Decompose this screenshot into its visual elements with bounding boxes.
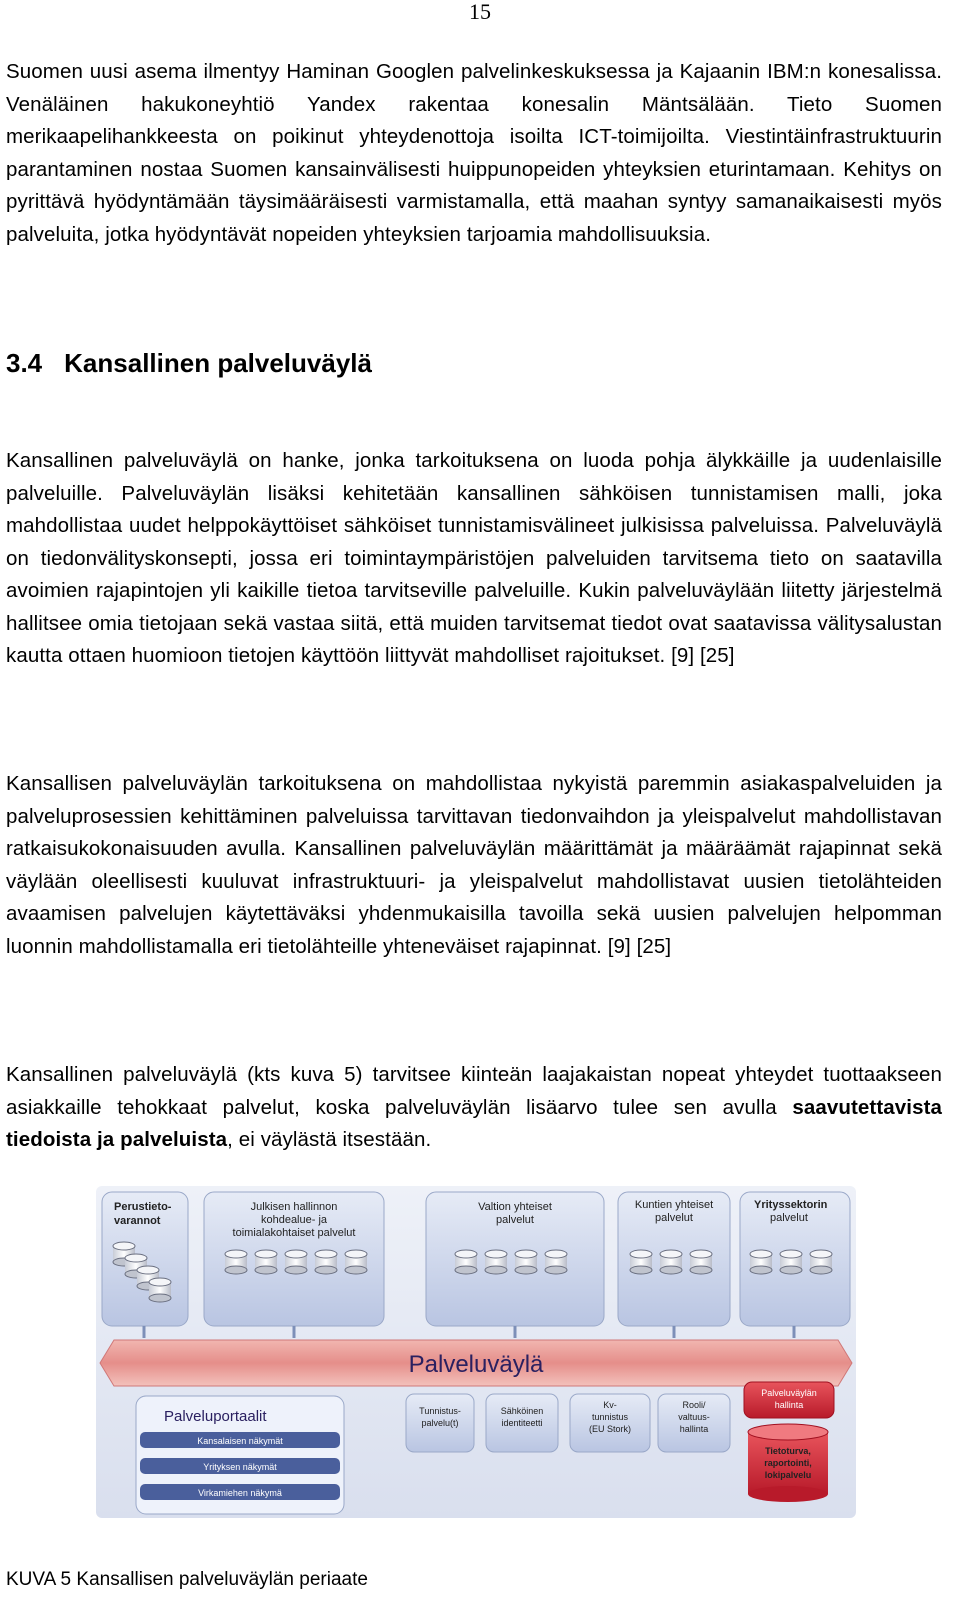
service-box-label: hallinta	[679, 1424, 709, 1434]
service-box-label: tunnistus	[591, 1412, 629, 1422]
database-cylinder-icon	[810, 1250, 832, 1274]
database-cylinder-icon	[315, 1250, 337, 1274]
portal-item: Virkamiehen näkymä	[198, 1488, 282, 1498]
database-cylinder-icon	[485, 1250, 507, 1274]
database-cylinder-icon	[149, 1278, 171, 1302]
portal-title: Palveluportaalit	[164, 1408, 267, 1425]
database-cylinder-icon	[225, 1250, 247, 1274]
paragraph-4-bold: saavutettavista tiedoista ja palveluista	[6, 1095, 942, 1151]
section-heading	[6, 348, 372, 379]
top-box-label: palvelut	[496, 1214, 534, 1226]
service-box-label: Rooli/	[682, 1400, 706, 1410]
database-cylinder-icon	[255, 1250, 277, 1274]
service-box-label: Tunnistus-	[419, 1406, 461, 1416]
service-box-label: (EU Stork)	[588, 1424, 632, 1434]
section-number: 3.4	[6, 348, 43, 378]
top-box-label: Yrityssektorin	[754, 1199, 828, 1211]
figure-caption: KUVA 5 Kansallisen palveluväylän periaate	[6, 1569, 368, 1590]
database-cylinder-icon	[455, 1250, 477, 1274]
paragraph-4	[6, 1059, 942, 1157]
service-box-sahkoinen-identiteetti	[486, 1394, 558, 1452]
top-box-label: palvelut	[770, 1212, 808, 1224]
security-label: lokipalvelu	[764, 1470, 812, 1480]
database-cylinder-icon	[515, 1250, 537, 1274]
portal-box	[136, 1396, 344, 1514]
security-label: Tietoturva,	[765, 1446, 811, 1456]
database-cylinder-icon	[630, 1250, 652, 1274]
tietoturva-cylinder	[748, 1424, 828, 1502]
service-box-label: Sähköinen	[500, 1406, 544, 1416]
service-box-label: valtuus-	[678, 1412, 710, 1422]
bus-label: Palveluväylä	[408, 1351, 544, 1378]
service-box-rooli-valtuushallinta	[658, 1394, 730, 1452]
service-box-tunnistus	[406, 1394, 474, 1452]
mgmt-label: Palveluväylän	[761, 1388, 817, 1398]
database-cylinder-icon	[345, 1250, 367, 1274]
database-cylinder-icon	[690, 1250, 712, 1274]
palveluvayla-diagram	[96, 1186, 856, 1518]
database-cylinder-icon	[545, 1250, 567, 1274]
paragraph-4-end: , ei väylästä itsestään.	[227, 1128, 432, 1151]
section-title: Kansallinen palveluväylä	[64, 348, 372, 378]
palveluvaylan-hallinta-box	[744, 1382, 834, 1418]
portal-item: Yrityksen näkymät	[203, 1462, 277, 1472]
top-box-label: Julkisen hallinnon	[250, 1201, 338, 1213]
database-cylinder-icon	[660, 1250, 682, 1274]
paragraph-2: Kansallinen palveluväylä on hanke, jonka tarkoituksena on luoda pohja älykkäille ja uudenlaisille palveluille. Palveluväylän lisäksi kehitetään kansallinen sähköisen tunnistamisen malli, joka mahdollistaa uudet helppokäyttöiset sähköiset tunnistamisvälineet julkisissa palveluissa. Palveluväylä on tiedonvälityskonsepti, jossa eri toimintaympäristöjen palveluiden tarvitsema tieto on saatavilla avoimien rajapintojen yli kaikille tietoa tarvitseville palveluille. Kukin palveluväylään liitetty järjestelmä hallitsee omia tietojaan sekä vastaa siitä, että muiden tarvitsemat tiedot ovat saatavissa välitysalustan kautta ottaen huomioon tietojen käyttöön liittyvät mahdolliset rajoitukset. [9] [25]	[6, 449, 942, 667]
page-number: 15	[469, 0, 491, 24]
top-box-label: Perustieto-	[114, 1201, 172, 1213]
database-cylinder-icon	[780, 1250, 802, 1274]
service-box-kv-tunnistus	[570, 1394, 650, 1452]
database-cylinder-icon	[750, 1250, 772, 1274]
paragraph-3: Kansallisen palveluväylän tarkoituksena on mahdollistaa nykyistä paremmin asiakaspalveluiden ja palveluprosessien kehittäminen palveluissa tarvittavan tiedonvaihdon ja yleispalvelut mahdollistavan ratkaisukokonaisuuden avulla. Kansallinen palveluväylän määrittämät ja määräämät rajapinnat sekä väylään oleellisesti kuuluvat infrastruktuuri- ja yleispalvelut mahdollistavat uusien tietolähteiden avaamisen palvelujen käytettäväksi yhdenmukaisilla tavoilla sekä uusien palvelujen helpomman luonnin mahdollistamalla eri tietolähteille yhteneväiset rajapinnat. [9] [25]	[6, 772, 942, 958]
service-box-label: identiteetti	[501, 1418, 543, 1428]
paragraph-1: Suomen uusi asema ilmentyy Haminan Googlen palvelinkeskuksessa ja Kajaanin IBM:n konesalissa. Venäläinen hakukoneyhtiö Yandex rakentaa konesalin Mäntsälään. Tieto Suomen merikaapelihankkeesta on poikinut yhteydenottoja isoilta ICT-toimijoilta. Viestintäinfrastruktuurin parantaminen nostaa Suomen kansainvälisesti huippunopeiden yhteyksien eturintamaan. Kehitys on pyrittävä hyödyntämään täysimääräisesti varmistamalla, että maahan syntyy samanaikaisesti myös palveluita, jotka hyödyntävät nopeiden yhteyksien tarjoamia mahdollisuuksia.	[6, 60, 942, 246]
database-cylinder-icon	[285, 1250, 307, 1274]
top-box-label: Valtion yhteiset	[478, 1201, 552, 1213]
service-box-label: palvelu(t)	[421, 1418, 459, 1428]
portal-item: Kansalaisen näkymät	[197, 1436, 283, 1446]
paragraph-4-start: Kansallinen palveluväylä (kts kuva 5) tarvitsee kiinteän laajakaistan nopeat yhteydet tuottaakseen asiakkaille tehokkaat palvelut, koska palveluväylän lisäarvo tulee sen avulla	[6, 1063, 942, 1119]
security-label: raportointi,	[764, 1458, 812, 1468]
palveluvayla-bus	[100, 1340, 852, 1386]
top-box-label: palvelut	[655, 1212, 693, 1224]
top-box-label: kohdealue- ja	[260, 1214, 328, 1226]
mgmt-label: hallinta	[774, 1400, 804, 1410]
top-box-label: Kuntien yhteiset	[634, 1199, 714, 1211]
top-box-label: varannot	[114, 1215, 161, 1227]
service-box-label: Kv-	[603, 1400, 617, 1410]
top-box-label: toimialakohtaiset palvelut	[232, 1227, 356, 1239]
